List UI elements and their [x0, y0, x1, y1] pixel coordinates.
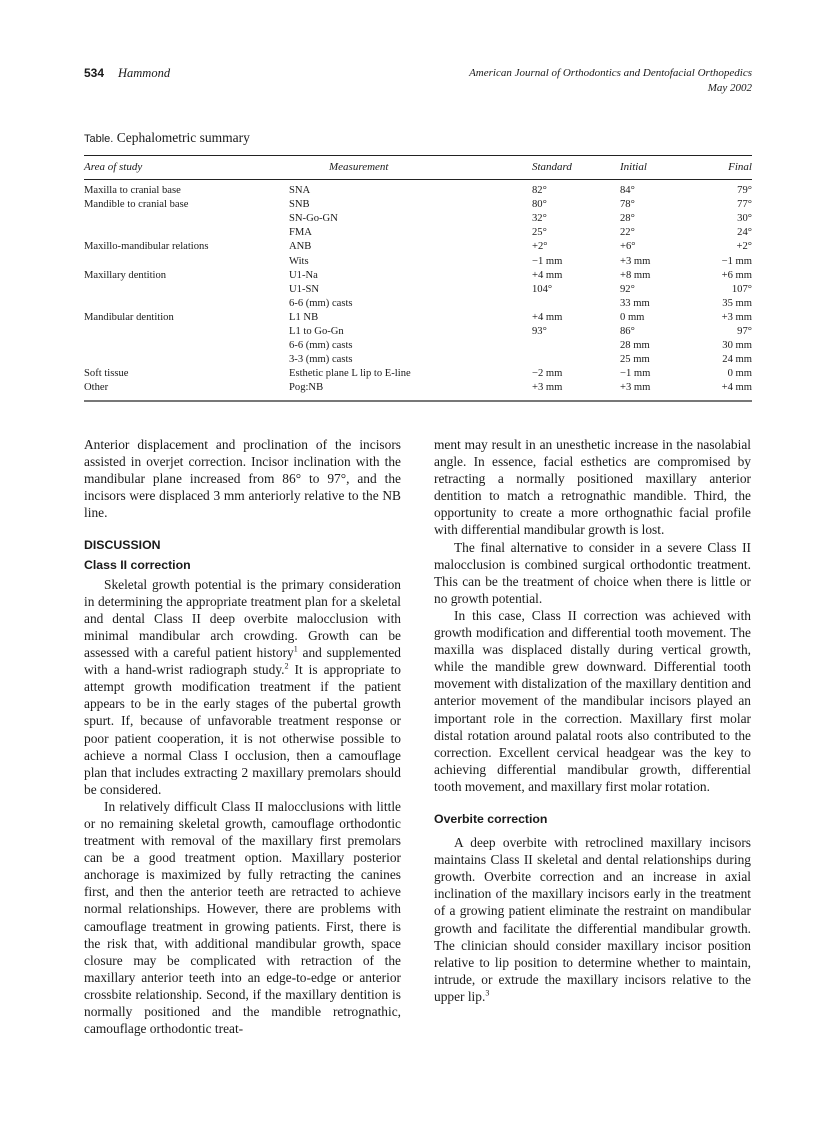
cell-measurement: Pog:NB: [289, 381, 532, 400]
table-row: [84, 339, 752, 353]
journal-issue: May 2002: [707, 82, 752, 94]
cell-initial: +6°: [620, 241, 636, 253]
cell-final: 35 mm: [722, 297, 752, 309]
table-row: [84, 367, 752, 381]
cell-standard: 104°: [532, 283, 553, 295]
table-row: [84, 212, 752, 226]
text-run: Skeletal growth potential is the primary consideration in determining the appropriate treatment plan for a skeletal and dental Class II deep overbite malocclusion with minimal mandibular arch crowding. Growth can be assessed with a careful patient history: [84, 576, 401, 661]
cell-measurement: L1 NB: [289, 311, 319, 323]
subheading-class-ii-correction: Class II correction: [84, 557, 191, 572]
cell-measurement: U1-Na: [289, 269, 318, 281]
table-row: [84, 381, 752, 400]
cell-final: +3 mm: [721, 311, 752, 323]
journal-info: [469, 66, 752, 96]
table-caption: [84, 130, 250, 146]
section-heading-discussion: DISCUSSION: [84, 538, 161, 553]
cell-final: +4 mm: [715, 381, 752, 400]
cell-final: 79°: [737, 185, 752, 197]
cell-area: Mandible to cranial base: [84, 199, 189, 211]
table-row: [84, 198, 752, 212]
subheading-overbite-correction: Overbite correction: [434, 811, 548, 826]
cell-standard: 32°: [532, 213, 547, 225]
text-run: A deep overbite with retroclined maxillary incisors maintains Class II skeletal and dental relationships during growth. Overbite correction and an increase in axial inclination of the maxillary incisors early in the treatment of a growing patient eliminate the restraint on mandibular growth and facilitate the differential mandibular growth. The clinician should consider maxillary incisor position relative to lip position to determine whether to maintain, intrude, or extrude the maxillary incisors relative to the upper lip.: [434, 835, 751, 1004]
paragraph: [434, 834, 751, 1005]
cell-final: 97°: [737, 326, 752, 338]
cell-initial: 28 mm: [620, 340, 650, 352]
cell-initial: 22°: [620, 227, 635, 239]
table-row: [84, 311, 752, 325]
cephalometric-table: [84, 155, 752, 402]
paragraph: [84, 576, 401, 798]
cell-standard: +4 mm: [532, 311, 563, 323]
cell-initial: 78°: [620, 199, 635, 211]
left-column: [84, 436, 401, 1037]
running-author: Hammond: [118, 66, 171, 80]
cell-standard: +4 mm: [532, 269, 563, 281]
cell-measurement: SNB: [289, 199, 310, 211]
cell-initial: 28°: [620, 213, 635, 225]
journal-title: American Journal of Orthodontics and Dentofacial Orthopedics: [469, 67, 752, 79]
cell-area: [84, 283, 289, 297]
cell-area: Other: [84, 381, 289, 400]
table-row: [84, 297, 752, 311]
cell-standard: [532, 353, 620, 367]
cell-measurement: 6-6 (mm) casts: [289, 297, 353, 309]
cell-initial: +3 mm: [620, 381, 715, 400]
paragraph: ment may result in an unesthetic increase in the nasolabial angle. In essence, facial esthetics are compromised by retracting a normally positioned maxillary anterior dentition to match a retrognathic mandible. Third, the opportunity to create a more orthognathic facial profile with differential mandibular growth is lost.: [434, 437, 751, 538]
cell-measurement: U1-SN: [289, 283, 320, 295]
cell-measurement: ANB: [289, 241, 312, 253]
cell-initial: 86°: [620, 326, 635, 338]
cell-initial: 84°: [620, 185, 635, 197]
cell-initial: 0 mm: [620, 311, 645, 323]
text-run: It is appropriate to attempt growth modification treatment if the patient appears to be in the early stages of the pubertal growth spurt. If, because of unfavorable treatment response or poor patient cooperation, it is not otherwise possible to achieve a normal Class I occlusion, then a camouflage plan that includes extracting 2 maxillary premolars should be considered.: [84, 662, 401, 797]
table-header-row: [84, 156, 752, 180]
cell-final: +2°: [736, 241, 752, 253]
cell-final: 24 mm: [722, 354, 752, 366]
cell-measurement: Wits: [289, 255, 309, 267]
cell-area: Maxillo-mandibular relations: [84, 241, 209, 253]
cell-final: 30 mm: [722, 340, 752, 352]
running-header: [84, 66, 752, 100]
cell-standard: 82°: [532, 185, 547, 197]
citation-ref: 2: [284, 661, 289, 671]
cell-final: 30°: [737, 213, 752, 225]
cell-standard: [532, 297, 620, 311]
cell-standard: 80°: [532, 199, 547, 211]
cell-area: [84, 255, 289, 269]
cell-standard: −1 mm: [532, 255, 563, 267]
table-row: [84, 240, 752, 254]
cell-area: Soft tissue: [84, 368, 129, 380]
cell-area: [84, 353, 289, 367]
paragraph: In relatively difficult Class II malocclusions with little or no remaining skeletal growth, camouflage orthodontic treatment with removal of the maxillary first premolars can be a good treatment option. Maxillary posterior anchorage is maximized by fully retracting the canines first, and then the anterior teeth are retracted to achieve normal relationships. However, there are problems with camouflage treatment in growing patients. First, there is the risk that, with additional mandibular growth, space closure may be complicated with retraction of the maxillary anterior teeth into an edge-to-edge or anterior crossbite relationship. Second, if the maxillary dentition is normally positioned and the mandible retrognathic, camouflage orthodontic treat-: [84, 798, 401, 1037]
col-header-final: Final: [715, 156, 752, 180]
cell-area: [84, 226, 289, 240]
cell-area: [84, 297, 289, 311]
cell-area: [84, 212, 289, 226]
cell-standard: +3 mm: [532, 381, 620, 400]
table-row: [84, 269, 752, 283]
table-row: [84, 226, 752, 240]
cell-final: 0 mm: [727, 368, 752, 380]
cell-area: Maxilla to cranial base: [84, 185, 181, 197]
cell-measurement: SN-Go-GN: [289, 213, 338, 225]
cell-final: 77°: [737, 199, 752, 211]
cell-initial: +8 mm: [620, 269, 651, 281]
right-column: [434, 436, 751, 1005]
cell-final: −1 mm: [721, 255, 752, 267]
cell-final: 24°: [737, 227, 752, 239]
table-row: [84, 255, 752, 269]
table-title: Cephalometric summary: [116, 130, 250, 145]
cell-standard: −2 mm: [532, 368, 563, 380]
cell-initial: −1 mm: [620, 368, 651, 380]
cell-initial: 25 mm: [620, 354, 650, 366]
col-header-initial: Initial: [620, 156, 715, 180]
cell-area: Mandibular dentition: [84, 311, 174, 323]
table-label: Table.: [84, 133, 114, 145]
cell-standard: 25°: [532, 227, 547, 239]
table-row: [84, 325, 752, 339]
cell-initial: 33 mm: [620, 297, 650, 309]
paragraph: In this case, Class II correction was achieved with growth modification and differential tooth movement. The maxilla was displaced distally during vertical growth, while the mandible grew downward. Differential tooth movement with distalization of the maxillary dentition and anterior movement of the mandibular incisors played an important role in the correction. Maxillary first molar distal rotation around palatal roots also contributed to the correction. Excellent cervical headgear was the key to achieving differential mandibular growth, differential tooth movement, and maxillary first molar rotation.: [434, 607, 751, 794]
cell-standard: +2°: [532, 241, 548, 253]
cell-final: +6 mm: [721, 269, 752, 281]
cell-area: Maxillary dentition: [84, 269, 167, 281]
col-header-standard: Standard: [532, 156, 620, 180]
cell-measurement: L1 to Go-Gn: [289, 326, 344, 338]
cell-initial: +3 mm: [620, 255, 651, 267]
paragraph: The final alternative to consider in a severe Class II malocclusion is combined surgical orthodontic treatment. This can be the treatment of choice when there is little or no growth potential.: [434, 539, 751, 606]
cell-measurement: 3-3 (mm) casts: [289, 354, 353, 366]
paragraph: Anterior displacement and proclination of the incisors assisted in overjet correction. Incisor inclination with the mandibular plane increased from 86° to 97°, and the incisors were displaced 3 mm anteriorly relative to the NB line.: [84, 437, 401, 521]
text-run: and supplemented with a hand-wrist radiograph study.: [84, 645, 401, 678]
col-header-measurement: Measurement: [289, 156, 532, 180]
table-row: [84, 353, 752, 367]
table-row: [84, 180, 752, 199]
cell-measurement: Esthetic plane L lip to E-line: [289, 368, 411, 380]
col-header-area: Area of study: [84, 156, 289, 180]
cell-standard: 93°: [532, 326, 547, 338]
cell-initial: 92°: [620, 283, 635, 295]
cell-measurement: SNA: [289, 185, 311, 197]
page-number: 534: [84, 66, 105, 80]
cell-standard: [532, 339, 620, 353]
cell-area: [84, 339, 289, 353]
cell-measurement: FMA: [289, 227, 312, 239]
citation-ref: 3: [485, 988, 490, 998]
cell-measurement: 6-6 (mm) casts: [289, 340, 353, 352]
table-row: [84, 283, 752, 297]
citation-ref: 1: [293, 644, 298, 654]
cell-area: [84, 325, 289, 339]
cell-final: 107°: [731, 283, 752, 295]
